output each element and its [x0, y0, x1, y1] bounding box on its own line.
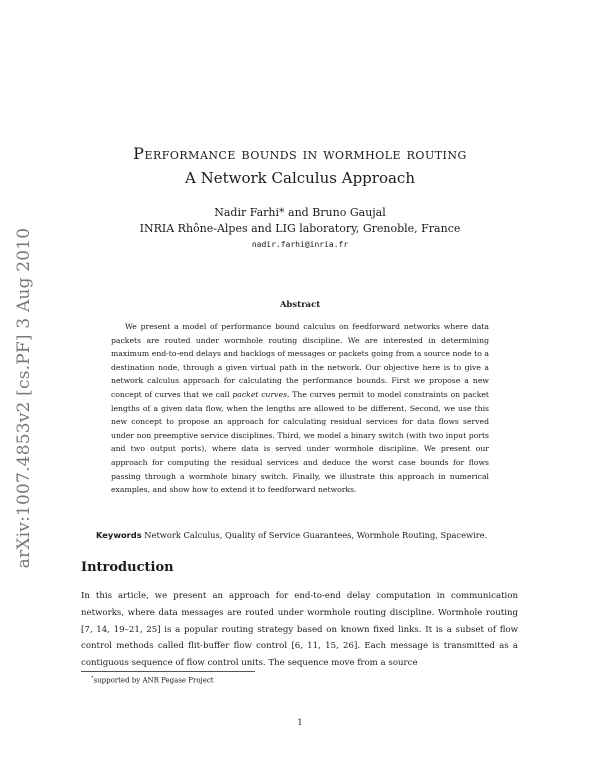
abstract-text — [111, 320, 489, 497]
keywords-label: Keywords — [96, 530, 142, 540]
keywords-line — [96, 530, 526, 540]
author-email: nadir.farhi@inria.fr — [251, 240, 349, 249]
keywords-text: Network Calculus, Quality of Service Guarantees, Wormhole Routing, Spacewire. — [144, 530, 488, 540]
paper-title: Performance bounds in wormhole routing — [133, 144, 467, 163]
introduction-heading: Introduction — [81, 560, 174, 575]
footnote-text: supported by ANR Pegase Project — [93, 676, 214, 685]
paper-affiliation: INRIA Rhône-Alpes and LIG laboratory, Grenoble, France — [139, 222, 461, 235]
arxiv-identifier-stamp — [6, 198, 42, 598]
footnote-divider — [81, 671, 255, 672]
arxiv-identifier-text: arXiv:1007.4853v2 [cs.PF] 3 Aug 2010 — [14, 227, 34, 569]
paper-authors: Nadir Farhi* and Bruno Gaujal — [214, 206, 386, 219]
abstract-heading: Abstract — [279, 300, 321, 310]
abstract-text-part-2: . The curves permit to model constraints on packet lengths of a given data flow, when the lengths are allowed to be different. Second, we use this new concept to propose an approach for calculating residual services for data flows served under non preemptive service disciplines. Third, we model a binary switch (with two input ports and two output ports), where data is served under wormhole discipline. We present our approach for computing the residual services and deduce the worst case bounds for flows passing through a wormhole binary switch. Finally, we illustrate this approach in numerical examples, and show how to extend it to feedforward networks. — [111, 389, 490, 495]
paper-subtitle: A Network Calculus Approach — [185, 169, 415, 187]
abstract-text-part-1: We present a model of performance bound calculus on feedforward networks where data packets are routed under wormhole routing discipline. We are interested in determining maximum end-to-end delays and backlogs of messages or packets going from a source node to a destination node, through a given virtual path in the network. Our objective here is to give a network calculus approach for calculating the performance bounds. First we propose a new concept of curves that we call — [111, 322, 489, 399]
abstract-emphasis: packet curves — [232, 389, 288, 399]
footnote-marker: * — [91, 675, 94, 681]
page-number: 1 — [297, 718, 303, 728]
introduction-text: In this article, we present an approach for end-to-end delay computation in communication networks, where data messages are routed under wormhole routing discipline. Wormhole routing [7, 14, 19–21, 25] is a popular routing strategy based on known fixed links. It is a subset of flow control methods called flit-buffer flow control [6, 11, 15, 26]. Each message is transmitted as a contiguous sequence of flow control units. The sequence move from a source — [81, 591, 518, 669]
footnote — [91, 675, 214, 684]
